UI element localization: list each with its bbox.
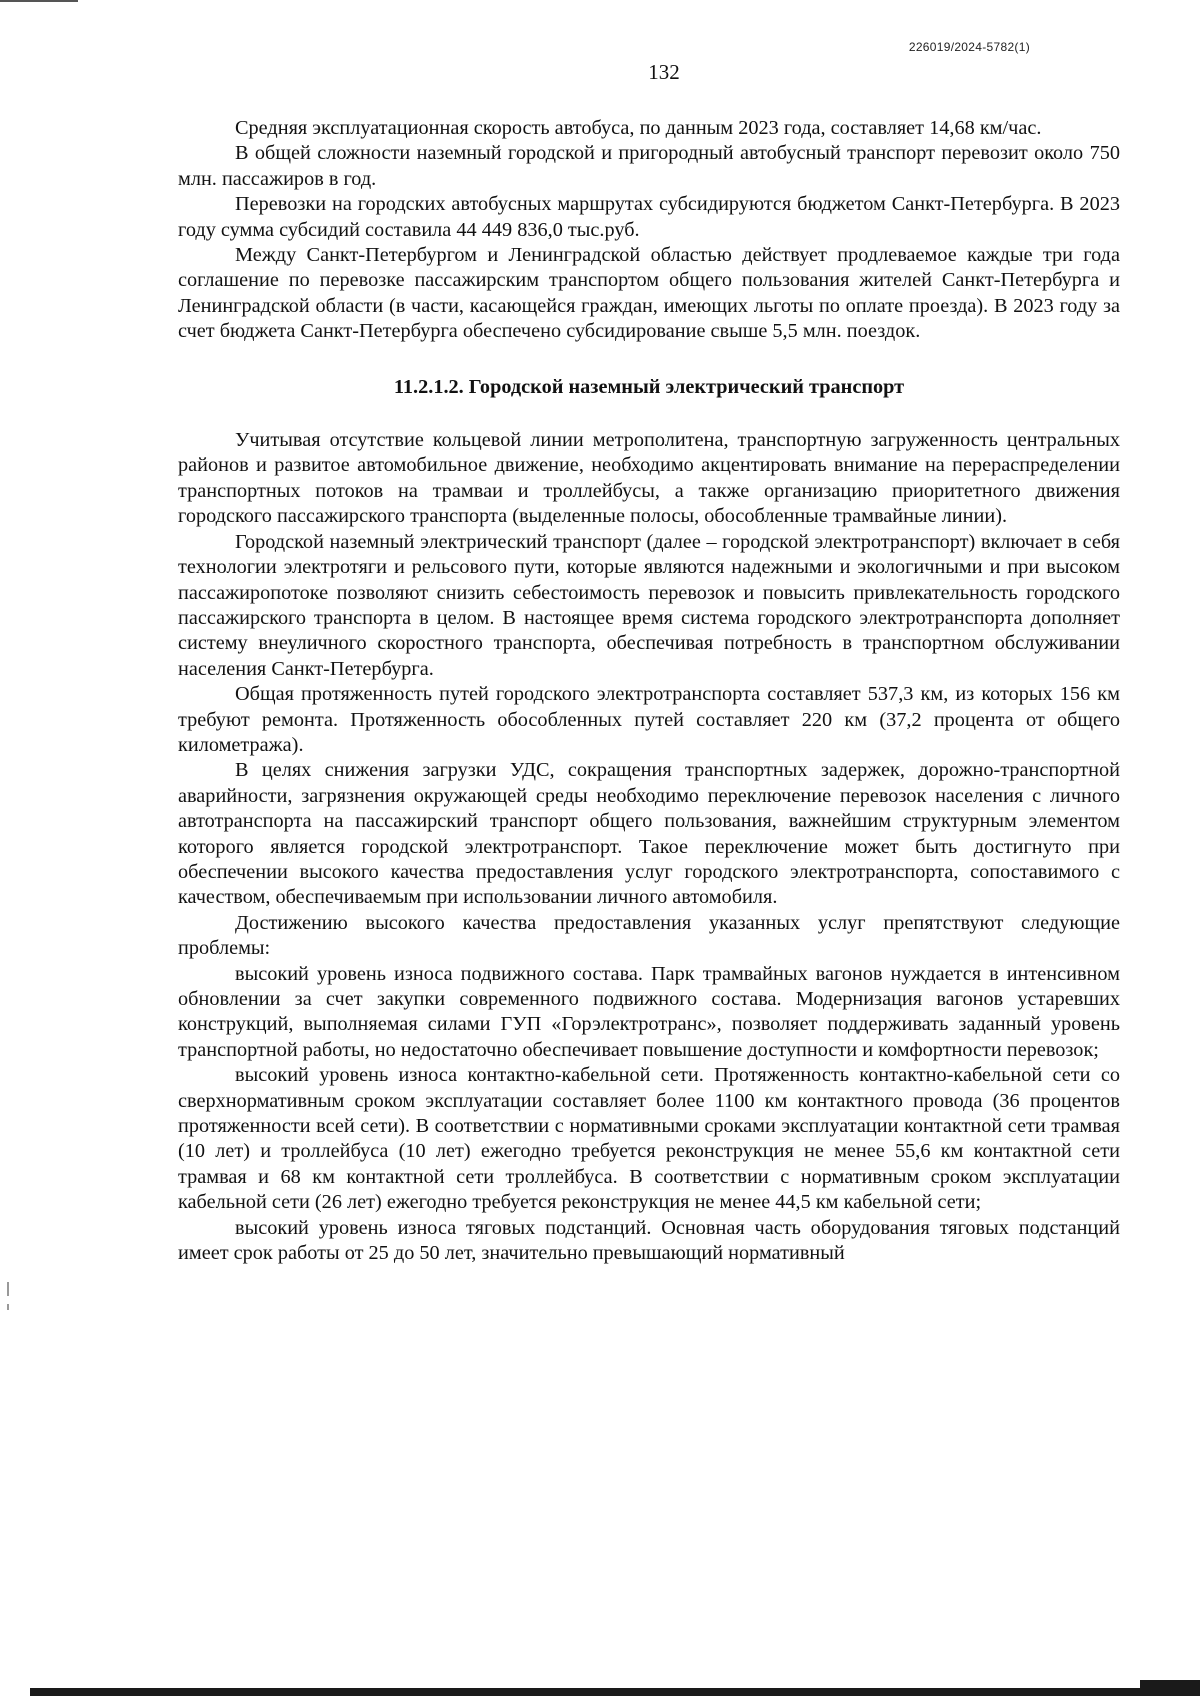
paragraph: Городской наземный электрический транспорт (далее – городской электротранспорт) включает в себя технологии электротяги и рельсового пути, которые являются надежными и экологичными и при высоком пассажиропотоке позволяют снизить себестоимость перевозок и повысить привлекательность городского пассажирского транспорта в целом. В настоящее время система городского электротранспорта дополняет систему внеуличного скоростного транспорта, обеспечивая потребность в транспортном обслуживании населения Санкт-Петербурга. (178, 530, 1120, 680)
scan-edge-bar (30, 1688, 1200, 1696)
list-item-paragraph: высокий уровень износа тяговых подстанций. Основная часть оборудования тяговых подстанций имеет срок работы от 25 до 50 лет, значительно превышающий нормативный (178, 1216, 1120, 1265)
paragraph: Достижению высокого качества предоставления указанных услуг препятствуют следующие проблемы: (178, 911, 1120, 960)
section-heading: 11.2.1.2. Городской наземный электрический транспорт (393, 375, 905, 398)
paragraph: Общая протяженность путей городского электротранспорта составляет 537,3 км, из которых 156 км требуют ремонта. Протяженность обособленных путей составляет 220 км (37,2 процента от общего километража). (178, 683, 1120, 756)
paragraph: В общей сложности наземный городской и пригородный автобусный транспорт перевозит около 750 млн. пассажиров в год. (178, 142, 1120, 190)
scan-speck (7, 1304, 9, 1310)
scan-edge-corner (1140, 1680, 1200, 1696)
scan-speck (7, 1282, 9, 1296)
page-number: 132 (648, 60, 680, 84)
document-id: 226019/2024-5782(1) (908, 40, 1030, 54)
list-item-paragraph: высокий уровень износа подвижного состава. Парк трамвайных вагонов нуждается в интенсивном обновлении за счет закупки современного подвижного состава. Модернизация вагонов устаревших конструкций, выполняемая силами ГУП «Горэлектротранс», позволяет поддерживать заданный уровень транспортной работы, но недостаточно обеспечивает повышение доступности и комфортности перевозок; (178, 962, 1120, 1061)
paragraph: Между Санкт-Петербургом и Ленинградской областью действует продлеваемое каждые три года соглашение по перевозке пассажирским транспортом общего пользования жителей Санкт-Петербурга и Ленинградской области (в части, касающейся граждан, имеющих льготы по оплате проезда). В 2023 году за счет бюджета Санкт-Петербурга обеспечено субсидирование свыше 5,5 млн. поездок. (178, 244, 1120, 343)
paragraph: Перевозки на городских автобусных маршрутах субсидируются бюджетом Санкт-Петербурга. В 2023 году сумма субсидий составила 44 449 836,0 тыс.руб. (178, 193, 1120, 241)
paragraph: Средняя эксплуатационная скорость автобуса, по данным 2023 года, составляет 14,68 км/час. (235, 117, 1042, 139)
page-body (178, 116, 1120, 1266)
list-item-paragraph: высокий уровень износа контактно-кабельной сети. Протяженность контактно-кабельной сети со сверхнормативным сроком эксплуатации составляет более 1100 км контактного провода (36 процентов протяженности всей сети). В соответствии с нормативными сроками эксплуатации контактной сети трамвая (10 лет) и троллейбуса (10 лет) ежегодно требуется реконструкция не менее 55,6 км контактной сети трамвая и 68 км контактной сети троллейбуса. В соответствии с нормативным сроком эксплуатации кабельной сети (26 лет) ежегодно требуется реконструкция не менее 44,5 км кабельной сети; (178, 1064, 1120, 1214)
scan-edge-mark (0, 0, 78, 2)
paragraph: Учитывая отсутствие кольцевой линии метрополитена, транспортную загруженность центральных районов и развитое автомобильное движение, необходимо акцентировать внимание на перераспределении транспортных потоков на трамваи и троллейбусы, а также организацию приоритетного движения городского пассажирского транспорта (выделенные полосы, обособленные трамвайные линии). (178, 429, 1120, 528)
paragraph: В целях снижения загрузки УДС, сокращения транспортных задержек, дорожно-транспортной аварийности, загрязнения окружающей среды необходимо переключение перевозок населения с личного автотранспорта на пассажирский транспорт общего пользования, важнейшим структурным элементом которого является городской электротранспорт. Такое переключение может быть достигнуто при обеспечении высокого качества предоставления услуг городского электротранспорта, сопоставимого с качеством, обеспечиваемым при использовании личного автомобиля. (178, 759, 1120, 909)
